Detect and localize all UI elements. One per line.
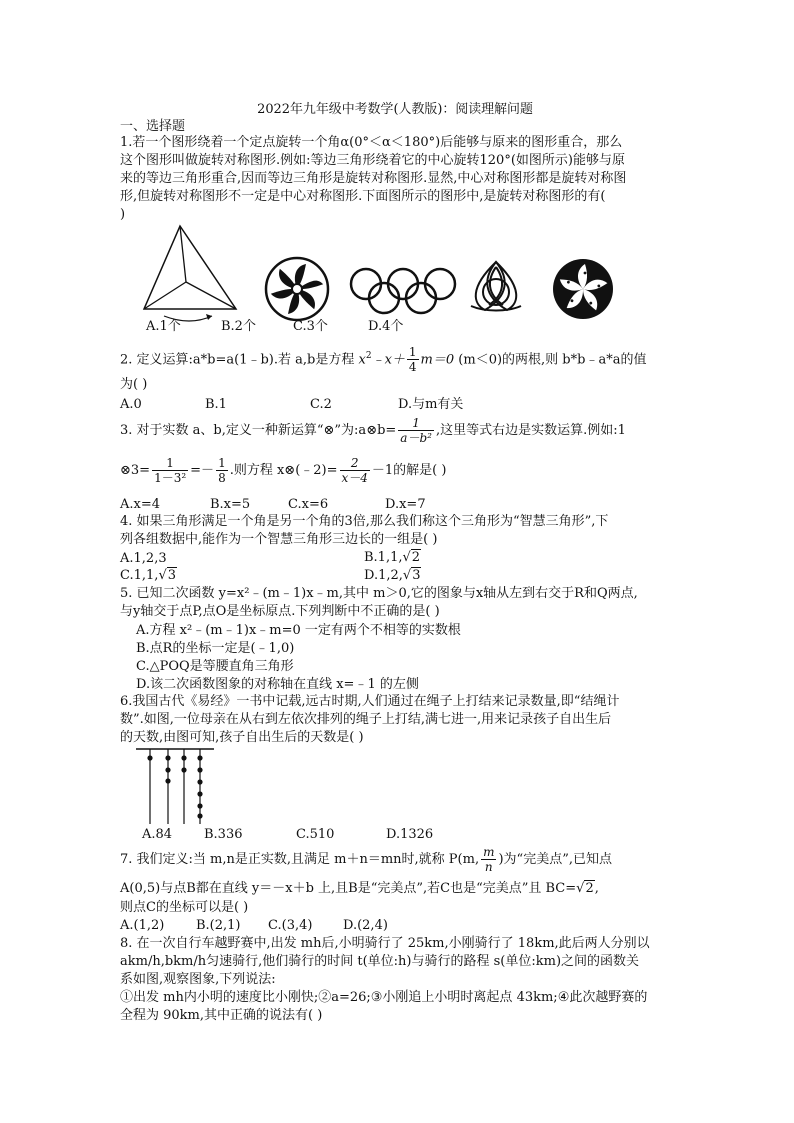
q3-option-a: A.x=4 — [120, 497, 161, 512]
q2-post: (m＜0)的两根,则 b*b﹣a*a的值 — [458, 352, 647, 368]
q5-option-b: B.点R的坐标一定是(﹣1,0) — [136, 641, 295, 656]
q3-eq-num: 2 — [340, 456, 370, 471]
q2-option-b: B.1 — [205, 397, 227, 412]
q7-line2 — [120, 880, 599, 897]
knotted-ropes-figure — [134, 748, 216, 824]
q6-line3: 的天数,由图可知,孩子自出生后的天数是( ) — [120, 730, 364, 745]
q2-eq-x: x — [358, 352, 366, 368]
q1-option-b: B.2个 — [221, 319, 256, 334]
q7-frac-den: n — [484, 860, 493, 874]
q4-option-b-rad: 2 — [411, 550, 421, 565]
triquetra-figure — [465, 258, 527, 320]
q2-fraction — [407, 345, 419, 374]
q3-line1 — [120, 416, 626, 446]
page-title: 2022年九年级中考数学(人教版)：阅读理解问题 — [257, 102, 533, 117]
q2-pre: 2. 定义运算:a*b=a(1﹣b).若 a,b是方程 — [120, 352, 355, 368]
q7-line1 — [120, 845, 612, 875]
q3-ex-pre: ⊗3= — [120, 463, 151, 478]
q4-option-d-rad: 3 — [412, 568, 421, 583]
q8-line3: 系如图,观察图象,下列说法: — [120, 972, 276, 987]
q6-option-a: A.84 — [142, 827, 173, 842]
q2-eq-sup: 2 — [365, 351, 372, 361]
q2-option-d: D.与m有关 — [398, 397, 464, 412]
q3-ex-num2: 1 — [218, 456, 226, 470]
q7-line2-text: A(0,5)与点B都在直线 y＝－x＋b 上,且B是“完美点”,若C也是“完美点”且 BC= — [120, 881, 577, 896]
q8-line5: 全程为 90km,其中正确的说法有( ) — [120, 1008, 323, 1023]
q7-post: )为“完美点”,已知点 — [498, 852, 612, 867]
pinwheel-figure — [264, 256, 330, 322]
q6-option-c: C.510 — [296, 827, 335, 842]
section-heading: 一、选择题 — [120, 119, 186, 134]
q4-option-c-sqrt: √3 — [158, 568, 177, 583]
q5-option-d: D.该二次函数图象的对称轴在直线 x=﹣1 的左侧 — [136, 677, 419, 692]
q3-def-fraction — [398, 416, 434, 445]
q1-line3: 来的等边三角形重合,因而等边三角形是旋转对称图形.显然,中心对称图形都是旋转对称图 — [120, 171, 627, 186]
q2-option-a: A.0 — [120, 397, 142, 412]
q3-ex-fraction2 — [216, 456, 228, 485]
q1-option-d: D.4个 — [368, 319, 404, 334]
q3-eq-post: －1的解是( ) — [371, 463, 447, 478]
q3-ex-fraction — [152, 456, 188, 485]
q2-line2: 为( ) — [120, 377, 148, 392]
q4-option-c — [120, 567, 177, 584]
q4-option-b — [364, 549, 421, 566]
q8-line1: 8. 在一次自行车越野赛中,出发 mh后,小明骑行了 25km,小刚骑行了 18km,此后两人分别以 — [120, 936, 650, 951]
q6-option-b: B.336 — [204, 827, 243, 842]
q2-eq-b: ﹣x＋ — [371, 352, 405, 368]
q7-option-c: C.(3,4) — [268, 918, 313, 933]
q1-line4: 形,但旋转对称图形不一定是中心对称图形.下面图所示的图形中,是旋转对称图形的有( — [120, 189, 606, 204]
q8-line4: ①出发 mh内小明的速度比小刚快;②a=26;③小刚追上小明时离起点 43km;④此次越野赛的 — [120, 990, 648, 1005]
q4-option-a: A.1,2,3 — [120, 551, 167, 566]
q5-option-c: C.△POQ是等腰直角三角形 — [136, 659, 294, 674]
q3-pre: 3. 对于实数 a、b,定义一种新运算“⊗”为:a⊗b= — [120, 423, 397, 438]
q5-line1: 5. 已知二次函数 y=x²﹣(m﹣1)x﹣m,其中 m＞0,它的图象与x轴从左到右交于R和Q两点, — [120, 586, 638, 601]
q3-post: ,这里等式右边是实数运算.例如:1 — [435, 423, 626, 438]
bauhinia-figure — [552, 258, 614, 320]
q4-option-d-text: D.1,2, — [364, 568, 403, 583]
q2-eq-c: m＝0 — [420, 352, 455, 368]
q4-line2: 列各组数据中,能作为一个智慧三角形三边长的一组是( ) — [120, 532, 438, 547]
q2-frac-num: 1 — [408, 345, 417, 360]
q3-ex-post: .则方程 x⊗(﹣2)= — [229, 463, 338, 478]
q1-line5: ) — [120, 207, 126, 222]
q4-option-c-rad: 3 — [167, 568, 177, 583]
q3-def-den: a－b² — [400, 431, 432, 445]
q2-line1 — [120, 341, 646, 375]
q4-option-d-sqrt: √3 — [402, 568, 421, 583]
q1-option-a: A.1个 — [146, 319, 181, 334]
q6-line1: 6.我国古代《易经》一书中记载,远古时期,人们通过在绳子上打结来记录数量,即“结绳计 — [120, 694, 620, 709]
q4-option-b-text: B.1,1, — [364, 550, 403, 565]
q4-option-c-text: C.1,1, — [120, 568, 159, 583]
q7-pre: 7. 我们定义:当 m,n是正实数,且满足 m＋n＝mn时,就称 P(m, — [120, 852, 480, 867]
q7-sqrt-rad: 2 — [585, 881, 594, 896]
q7-option-b: B.(2,1) — [196, 918, 241, 933]
q8-line2: akm/h,bkm/h匀速骑行,他们骑行的时间 t(单位:h)与骑行的路程 s(单位:km)之间的函数关 — [120, 954, 640, 969]
q7-line3: 则点C的坐标可以是( ) — [120, 900, 249, 915]
q1-line1: 1.若一个图形绕着一个定点旋转一个角α(0°＜α＜180°)后能够与原来的图形重合，那么 — [120, 135, 623, 150]
q3-option-c: C.x=6 — [288, 497, 329, 512]
q3-option-d: D.x=7 — [385, 497, 426, 512]
q3-option-b: B.x=5 — [210, 497, 251, 512]
q4-line1: 4. 如果三角形满足一个角是另一个角的3倍,那么我们称这个三角形为“智慧三角形”,下 — [120, 514, 609, 529]
q3-ex-den: 1－3² — [154, 471, 187, 485]
triangle-figure — [142, 224, 242, 324]
q7-sqrt: √2 — [576, 881, 594, 896]
q6-option-d: D.1326 — [386, 827, 434, 842]
q7-frac-num: m — [483, 845, 495, 859]
q3-ex-mid: =－ — [190, 463, 215, 478]
q4-option-d — [364, 567, 421, 584]
q3-line2 — [120, 456, 446, 486]
q3-def-num: 1 — [398, 416, 434, 431]
q5-line2: 与y轴交于点P,点O是坐标原点.下列判断中不正确的是( ) — [120, 604, 440, 619]
q7-fraction — [481, 845, 496, 874]
q7-option-d: D.(2,4) — [343, 918, 388, 933]
q4-option-b-sqrt: √2 — [402, 550, 421, 565]
q5-option-a: A.方程 x²﹣(m﹣1)x﹣m=0 一定有两个不相等的实数根 — [136, 623, 461, 638]
q1-line2: 这个图形叫做旋转对称图形.例如:等边三角形绕着它的中心旋转120°(如图所示)能够与原 — [120, 153, 625, 168]
q3-ex-den2: 8 — [218, 471, 226, 485]
q3-eq-fraction — [340, 456, 370, 485]
q2-frac-den: 4 — [408, 360, 417, 375]
q6-line2: 数”.如图,一位母亲在从右到左依次排列的绳子上打结,满七进一,用来记录孩子自出生后 — [120, 712, 612, 727]
olympic-rings-figure — [348, 266, 460, 316]
q7-option-a: A.(1,2) — [120, 918, 165, 933]
q1-option-c: C.3个 — [293, 319, 328, 334]
q7-line2-post: , — [594, 881, 599, 896]
q3-ex-num: 1 — [152, 456, 188, 471]
q3-eq-den: x－4 — [341, 471, 368, 485]
q2-option-c: C.2 — [310, 397, 332, 412]
